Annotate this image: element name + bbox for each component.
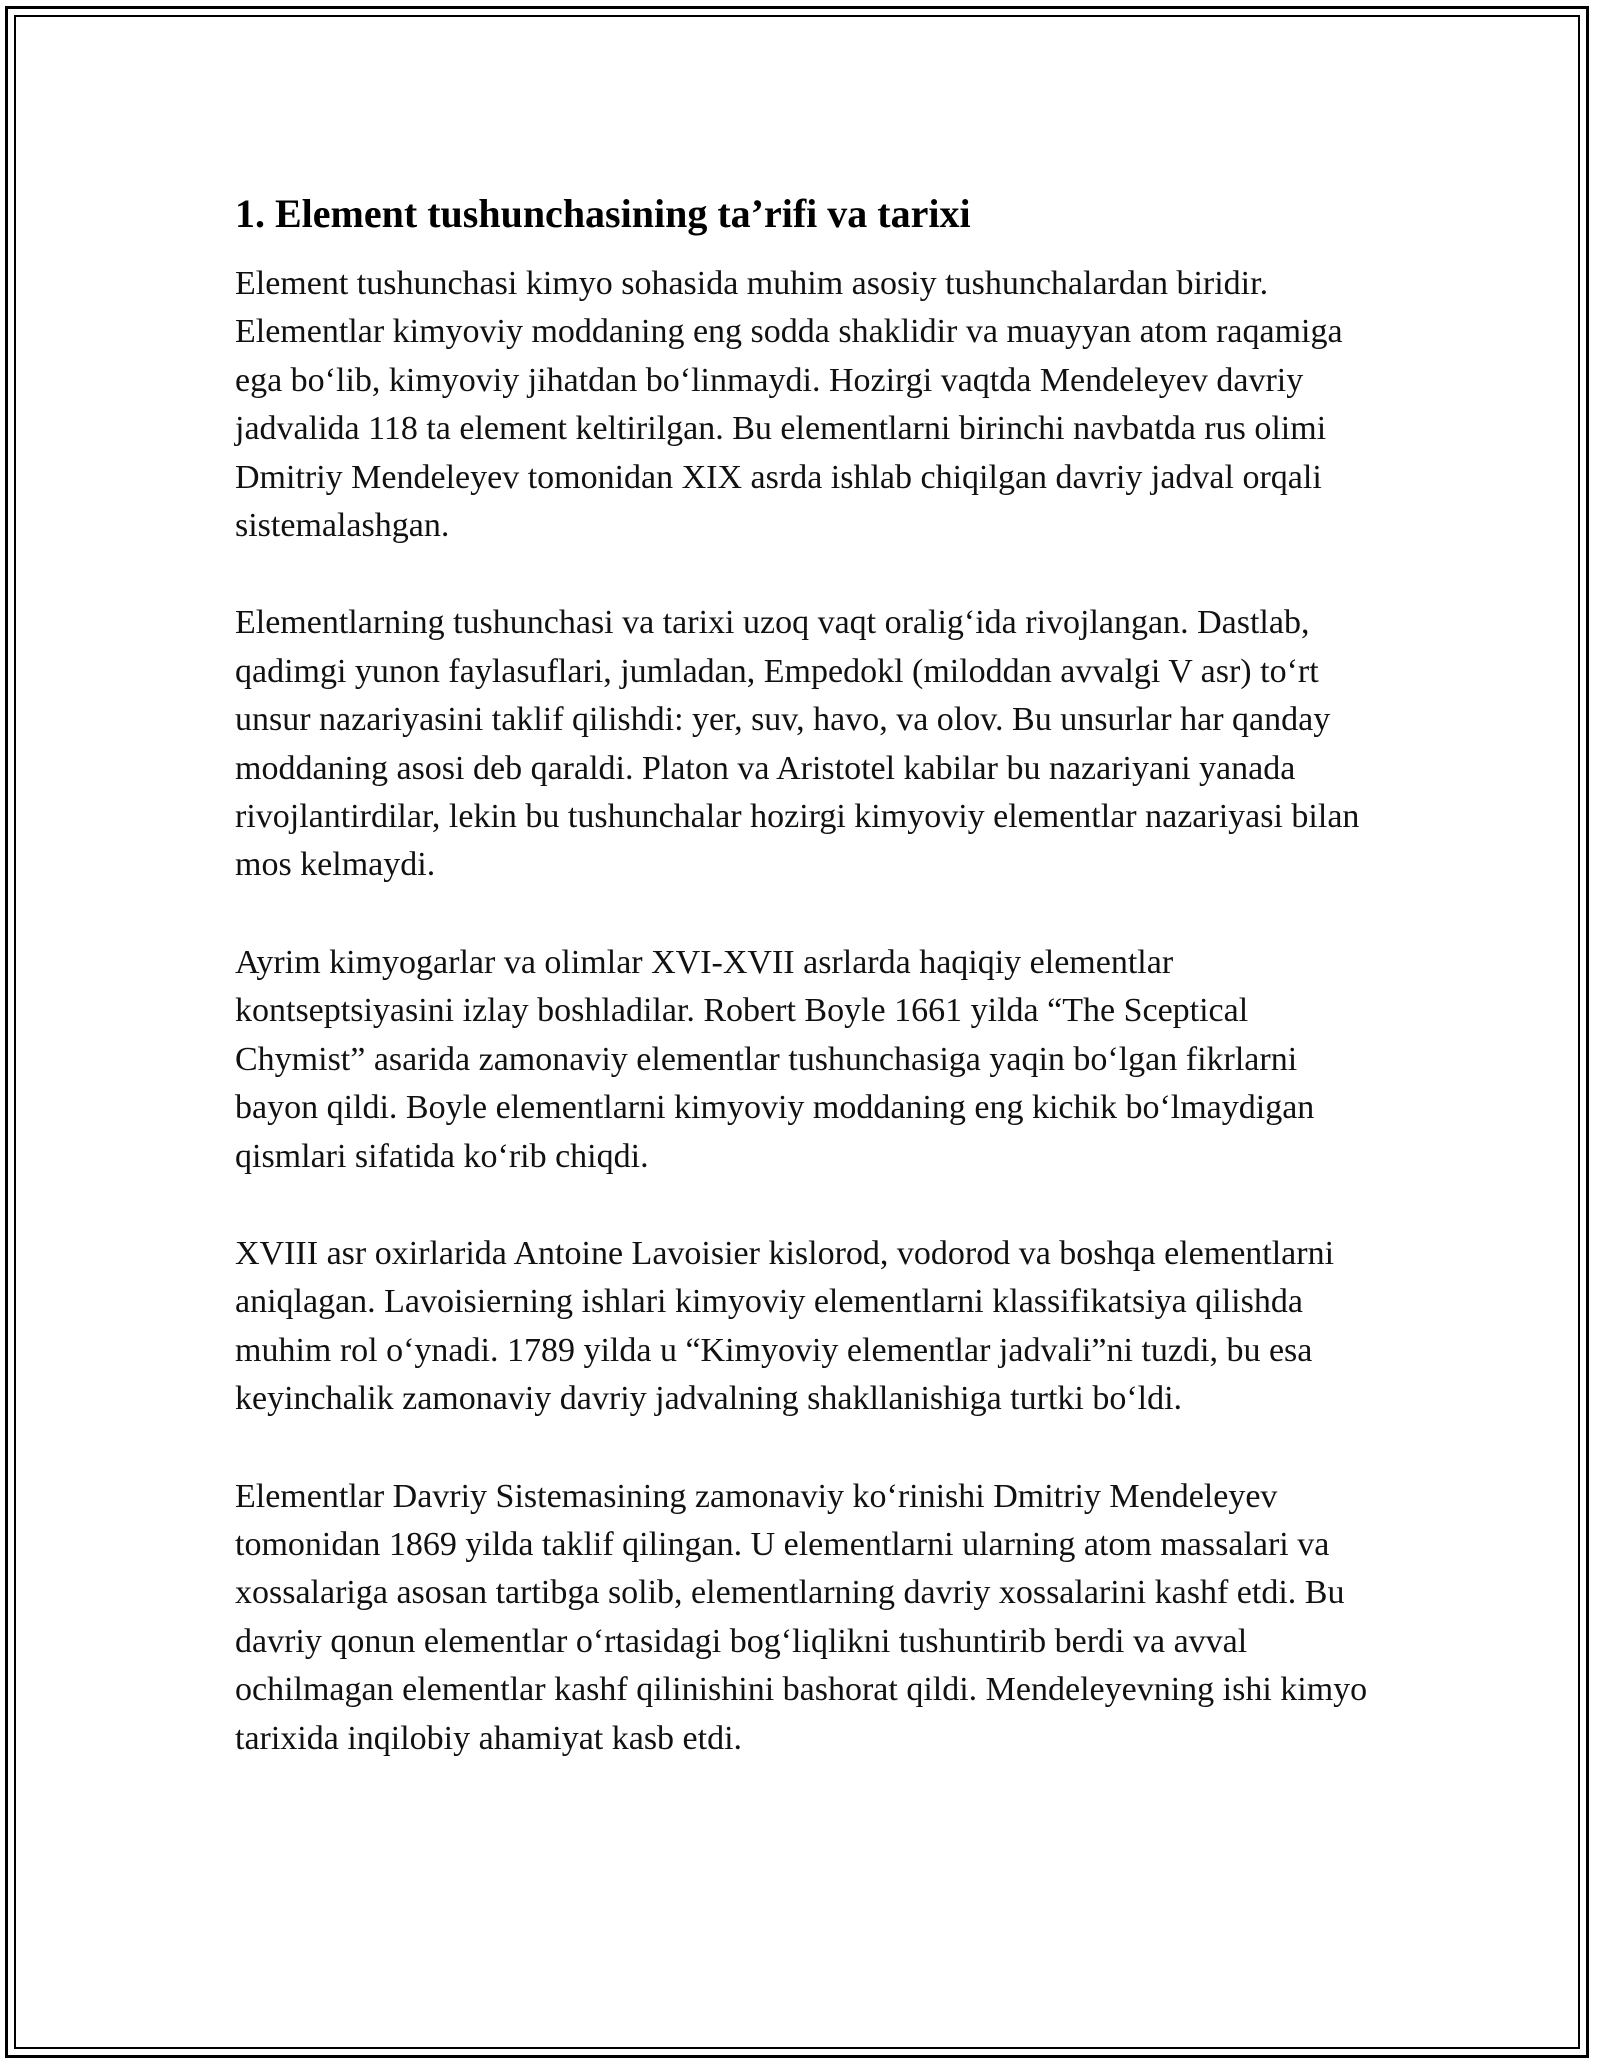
paragraph-mendeleyev: Elementlar Davriy Sistemasining zamonaviy ko‘rinishi Dmitriy Mendeleyev tomonidan 1869 yilda taklif qilingan. U elementlarni ularning atom massalari va xossalariga asosan tartibga solib, elementlarning davriy xossalarini kashf etdi. Bu davriy qonun elementlar o‘rtasidagi bog‘liqlikni tushuntirib berdi va avval ochilmagan elementlar kashf qilinishini bashorat qildi. Mendeleyevning ishi kimyo tarixida inqilobiy ahamiyat kasb etdi. [235, 1477, 1368, 1757]
section-heading: 1. Element tushunchasining ta’rifi va tarixi [235, 191, 971, 236]
paragraph-definition: Element tushunchasi kimyo sohasida muhim asosiy tushunchalardan biridir. Elementlar kimyoviy moddaning eng sodda shaklidir va muayyan atom raqamiga ega bo‘lib, kimyoviy jihatdan bo‘linmaydi. Hozirgi vaqtda Mendeleyev davriy jadvalida 118 ta element keltirilgan. Bu elementlarni birinchi navbatda rus olimi Dmitriy Mendeleyev tomonidan XIX asrda ishlab chiqilgan davriy jadval orqali sistemalashgan. [235, 265, 1343, 545]
paragraph-lavoisier: XVIII asr oxirlarida Antoine Lavoisier kislorod, vodorod va boshqa elementlarni aniqlagan. Lavoisierning ishlari kimyoviy elementlarni klassifikatsiya qilishda muhim rol o‘ynadi. 1789 yilda u “Kimyoviy elementlar jadvali”ni tuzdi, bu esa keyinchalik zamonaviy davriy jadvalning shakllanishiga turtki bo‘ldi. [235, 1234, 1335, 1418]
document-body [235, 188, 1375, 1812]
paragraph-boyle: Ayrim kimyogarlar va olimlar XVI-XVII asrlarda haqiqiy elementlar kontseptsiyasini izlay boshladilar. Robert Boyle 1661 yilda “The Sceptical Chymist” asarida zamonaviy elementlar tushunchasiga yaqin bo‘lgan fikrlarni bayon qildi. Boyle elementlarni kimyoviy moddaning eng kichik bo‘lmaydigan qismlari sifatida ko‘rib chiqdi. [235, 943, 1315, 1175]
paragraph-ancient-history: Elementlarning tushunchasi va tarixi uzoq vaqt oralig‘ida rivojlangan. Dastlab, qadimgi yunon faylasuflari, jumladan, Empedokl (miloddan avvalgi V asr) to‘rt unsur nazariyasini taklif qilishdi: yer, suv, havo, va olov. Bu unsurlar har qanday moddaning asosi deb qaraldi. Platon va Aristotel kabilar bu nazariyani yanada rivojlantirdilar, lekin bu tushunchalar hozirgi kimyoviy elementlar nazariyasi bilan mos kelmaydi. [235, 604, 1360, 884]
